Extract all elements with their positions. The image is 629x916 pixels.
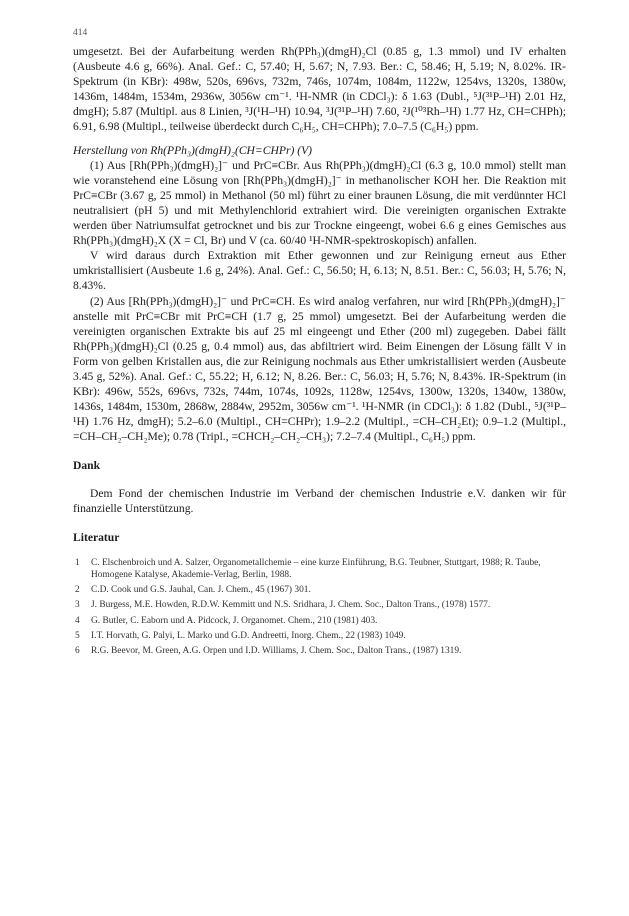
subheading-preparation-v: Herstellung von Rh(PPh₃)(dmgH)₂(CH=CHPr) (V) <box>73 143 313 157</box>
paragraph-method-1: (1) Aus [Rh(PPh₃)(dmgH)₂]⁻ und PrC≡CBr. Aus Rh(PPh₃)(dmgH)₂Cl (6.3 g, 10.0 mmol) stellt man wie voranstehend eine Lösung von [Rh(PPh₃)(dmgH)₂]⁻ in methanolischer KOH her. Die Reaktion mit PrC≡CBr (3.67 g, 25 mmol) in Methanol (50 ml) führt zu einer braunen Lösung, die mit verdünnter HCl neutralisiert (pH 5) und mit Methylenchlorid extrahiert wird. Die vereinigten organischen Extrakte werden über Natriumsulfat getrocknet und bis zur Trockne eingeengt, wobei 6.6 g eines Gemisches aus Rh(PPh₃)(dmgH)₂X (X = Cl, Br) und V (ca. 60/40 ¹H-NMR-spektroskopisch) anfallen. <box>73 158 566 248</box>
page-number: 414 <box>73 28 88 38</box>
reference-text: I.T. Horvath, G. Palyi, L. Marko und G.D. Andreetti, Inorg. Chem., 22 (1983) 1049. <box>91 630 406 641</box>
paragraph-workup-iv: umgesetzt. Bei der Aufarbeitung werden Rh(PPh₃)(dmgH)₂Cl (0.85 g, 1.3 mmol) und IV erhalten (Ausbeute 4.6 g, 66%). Anal. Gef.: C, 57.40; H, 5.67; N, 7.93. Ber.: C, 58.46; H, 5.19; N, 8.02%. IR-Spektrum (in KBr): 498w, 520s, 696vs, 732m, 746s, 1074m, 1084m, 1122w, 1254vs, 1320s, 1380w, 1436m, 1484m, 1534m, 2936w, 3056w cm⁻¹. ¹H-NMR (in CDCl₃): δ 1.63 (Dubl., ⁵J(³¹P–¹H) 2.01 Hz, dmgH); 5.87 (Multipl. aus 8 Linien, ³J(¹H–¹H) 10.94, ³J(³¹P–¹H) 7.60, ²J(¹⁰³Rh–¹H) 1.77 Hz, CH=CHPh); 6.91, 6.98 (Multipl., teilweise überdeckt durch C₆H₅, CH=CHPh); 7.0–7.5 (C₆H₅) ppm. <box>73 45 566 134</box>
dank-text: Dem Fond der chemischen Industrie im Verband der chemischen Industrie e.V. danken wir für finanzielle Unterstützung. <box>73 486 566 515</box>
reference-item <box>73 645 566 657</box>
dank-heading: Dank <box>73 459 101 473</box>
reference-item <box>73 557 566 581</box>
reference-number: 3 <box>75 600 80 611</box>
reference-text: G. Butler, C. Eaborn und A. Pidcock, J. Organomet. Chem., 210 (1981) 403. <box>91 615 378 626</box>
reference-item <box>73 615 566 627</box>
reference-text: J. Burgess, M.E. Howden, R.D.W. Kemmitt und N.S. Sridhara, J. Chem. Soc., Dalton Trans., (1978) 1577. <box>91 600 491 611</box>
reference-list <box>73 557 566 657</box>
reference-number: 6 <box>75 646 80 657</box>
reference-item <box>73 584 566 596</box>
reference-text: C.D. Cook und G.S. Jauhal, Can. J. Chem., 45 (1967) 301. <box>91 585 311 596</box>
article-body <box>73 44 566 660</box>
reference-number: 4 <box>75 615 80 626</box>
reference-item <box>73 630 566 642</box>
reference-number: 2 <box>75 585 80 596</box>
reference-text: R.G. Beevor, M. Green, A.G. Orpen und I.D. Williams, J. Chem. Soc., Dalton Trans., (1987) 1319. <box>91 646 462 657</box>
paragraph-extraction-v: V wird daraus durch Extraktion mit Ether gewonnen und zur Reinigung erneut aus Ether umkristallisiert (Ausbeute 1.6 g, 24%). Anal. Gef.: C, 56.50; H, 6.13; N, 8.51. Ber.: C, 56.03; H, 5.76; N, 8.43%. <box>73 249 566 293</box>
reference-text: C. Elschenbroich und A. Salzer, Organometallchemie – eine kurze Einführung, B.G. Teubner, Stuttgart, 1988; R. Taube, Homogene Katalyse, Akademie-Verlag, Berlin, 1988. <box>91 557 541 581</box>
literatur-heading: Literatur <box>73 530 120 544</box>
reference-item <box>73 599 566 611</box>
reference-number: 1 <box>75 557 80 568</box>
paragraph-method-2: (2) Aus [Rh(PPh₃)(dmgH)₂]⁻ und PrC≡CH. Es wird analog verfahren, nur wird [Rh(PPh₃)(dmgH)₂]⁻ anstelle mit PrC≡CBr mit PrC≡CH (1.7 g, 25 mmol) umgesetzt. Bei der Aufarbeitung werden die vereinigten organischen Extrakte bis auf 25 ml eingeengt und Ether (200 ml) zugegeben. Dabei fällt Rh(PPh₃)(dmgH)₂Cl (0.25 g, 0.4 mmol) aus, das abfiltriert wird. Beim Einengen der Lösung fällt V in Form von gelben Kristallen aus, die zur Reinigung nochmals aus Ether umkristallisiert werden (Ausbeute 3.45 g, 52%). Anal. Gef.: C, 55.22; H, 6.12; N, 8.26. Ber.: C, 56.03; H, 5.76; N, 8.43%. IR-Spektrum (in KBr): 496w, 552s, 696vs, 732s, 744m, 1074s, 1092s, 1128w, 1254vs, 1300w, 1320s, 1340w, 1380w, 1436s, 1484m, 1530m, 2868w, 2884w, 2952m, 3056w cm⁻¹. ¹H-NMR (in CDCl₃): δ 1.82 (Dubl., ⁵J(³¹P–¹H) 1.76 Hz, dmgH); 5.2–6.0 (Multipl., CH=CHPr); 1.9–2.2 (Multipl., =CH–CH₂Et); 0.9–1.2 (Multipl., =CH–CH₂–CH₂Me); 0.78 (Tripl., =CHCH₂–CH₂–CH₃); 7.2–7.4 (Multipl., C₆H₅) ppm. <box>73 294 566 444</box>
reference-number: 5 <box>75 630 80 641</box>
